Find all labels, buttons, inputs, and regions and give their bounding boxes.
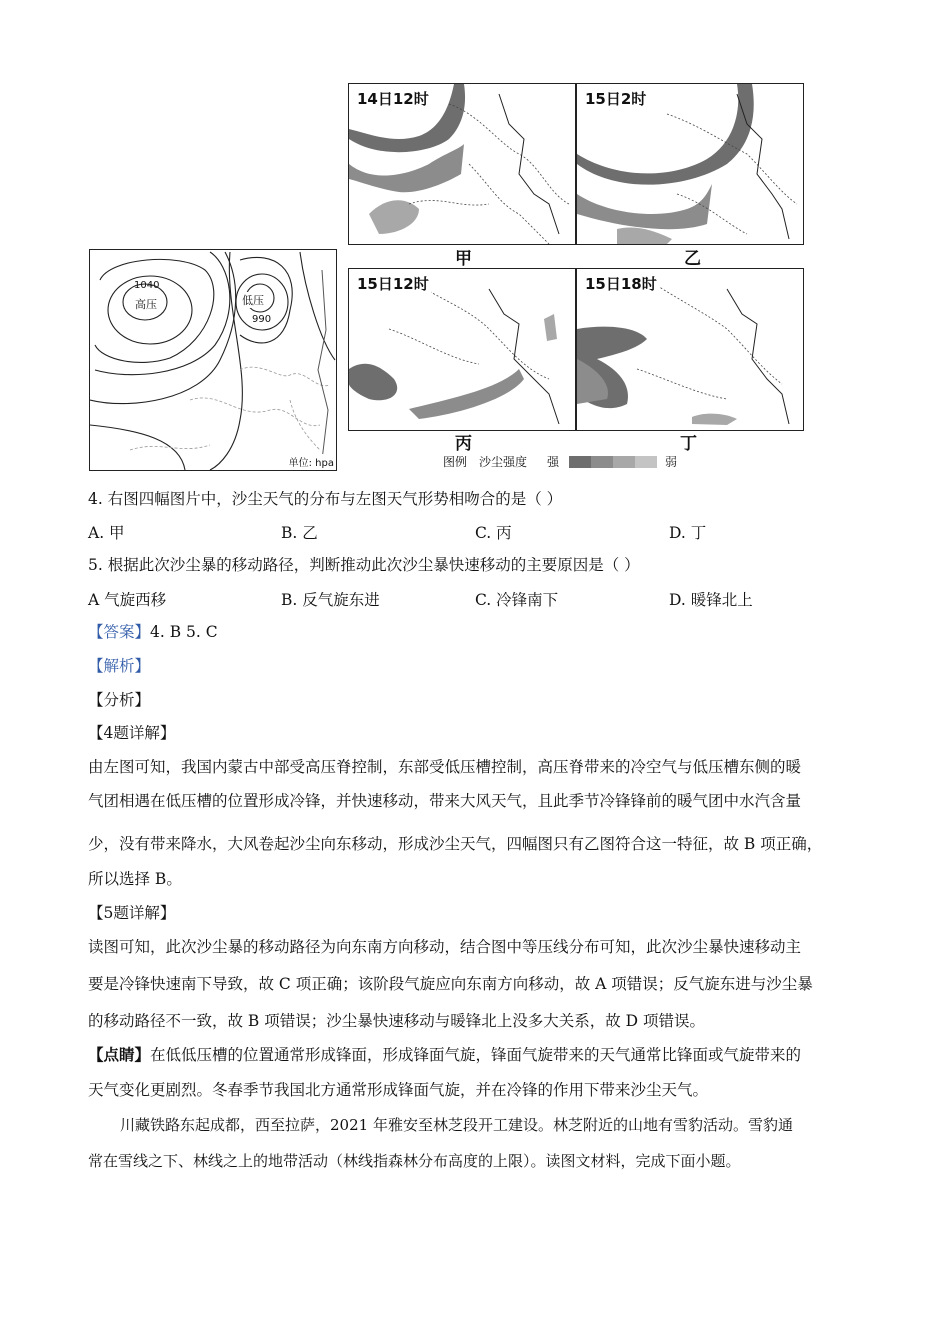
q4-option-c: C. 丙: [475, 524, 512, 542]
isobar-chart: [90, 250, 336, 470]
isobar-1040-label: 1040: [134, 280, 160, 291]
weather-map: [89, 249, 337, 471]
detail5-tag: 【5题详解】: [88, 904, 176, 922]
detail4-line-4: 所以选择 B。: [88, 870, 182, 888]
panel-time-bing: 15日12时: [357, 275, 429, 293]
tip-tag: 【点睛】: [88, 1045, 151, 1064]
answer-line: [88, 621, 218, 643]
legend-swatch-3: [613, 456, 635, 468]
detail5-line-1: 读图可知，此次沙尘暴的移动路径为向东南方向移动，结合图中等压线分布可知，此次沙尘暴快速移动主: [88, 938, 802, 956]
q5-option-b: B. 反气旋东进: [281, 591, 380, 609]
analysis-sub-tag: 【分析】: [88, 691, 151, 709]
dust-panel-jia: [348, 83, 576, 245]
detail4-line-2: 气团相遇在低压槽的位置形成冷锋，并快速移动，带来大风天气，且此季节冷锋锋前的暖气团中水汽含量: [88, 792, 802, 810]
legend-swatch-4: [635, 456, 657, 468]
legend-strong: 强: [547, 455, 560, 469]
detail5-line-3: 的移动路径不一致，故 B 项错误；沙尘暴快速移动与暖锋北上没多大关系，故 D 项错误。: [88, 1012, 706, 1030]
isobar-990-label: 990: [252, 314, 272, 325]
tip-text-1: 在低低压槽的位置通常形成锋面，形成锋面气旋，锋面气旋带来的天气通常比锋面或气旋带来的: [150, 1046, 802, 1064]
panel-time-yi: 15日2时: [585, 90, 647, 108]
caption-jia: 甲: [455, 249, 472, 269]
question-5: 5. 根据此次沙尘暴的移动路径，判断推动此次沙尘暴快速移动的主要原因是（ ）: [88, 556, 640, 574]
q4-option-d: D. 丁: [669, 524, 707, 542]
q5-option-a: A 气旋西移: [88, 591, 167, 609]
dust-panel-yi: [576, 83, 804, 245]
detail4-line-1: 由左图可知，我国内蒙古中部受高压脊控制，东部受低压槽控制，高压脊带来的冷空气与低压槽东侧的暖: [88, 758, 802, 776]
tip-line-2: 天气变化更剧烈。冬春季节我国北方通常形成锋面气旋，并在冷锋的作用下带来沙尘天气。: [88, 1081, 709, 1099]
legend: [443, 453, 713, 471]
legend-swatch-2: [591, 456, 613, 468]
legend-weak: 弱: [665, 455, 678, 469]
answer-tag: 【答案】: [88, 623, 151, 641]
q4-option-a: A. 甲: [88, 524, 125, 542]
caption-ding: 丁: [680, 434, 697, 454]
legend-label: 沙尘强度: [479, 455, 528, 469]
q5-option-d: D. 暖锋北上: [669, 591, 753, 609]
tip-line-1: [88, 1044, 801, 1066]
low-pressure-label: 低压: [242, 294, 264, 307]
legend-swatch-1: [569, 456, 591, 468]
q5-option-c: C. 冷锋南下: [475, 591, 559, 609]
legend-title: 图例: [443, 455, 468, 469]
next-intro-line-2: 常在雪线之下、林线之上的地带活动（林线指森林分布高度的上限）。读图文材料，完成下面小题。: [88, 1152, 741, 1170]
analysis-tag: 【解析】: [88, 657, 151, 675]
dust-panel-bing: [348, 268, 576, 431]
dust-panel-ding: [576, 268, 804, 431]
answer-text: 4. B 5. C: [150, 623, 218, 641]
next-intro-line-1: 川藏铁路东起成都，西至拉萨，2021 年雅安至林芝段开工建设。林芝附近的山地有雪豹活动。雪豹通: [120, 1116, 793, 1134]
panel-time-ding: 15日18时: [585, 275, 657, 293]
caption-bing: 丙: [455, 434, 472, 454]
detail4-line-3: 少，没有带来降水，大风卷起沙尘向东移动，形成沙尘天气，四幅图只有乙图符合这一特征，故 B 项正确，: [88, 835, 823, 853]
detail4-tag: 【4题详解】: [88, 724, 176, 742]
q4-option-b: B. 乙: [281, 524, 318, 542]
unit-label: 单位: hpa: [289, 454, 334, 469]
caption-yi: 乙: [684, 249, 701, 269]
high-pressure-label: 高压: [135, 298, 157, 311]
detail5-line-2: 要是冷锋快速南下导致，故 C 项正确；该阶段气旋应向东南方向移动，故 A 项错误；反气旋东进与沙尘暴: [88, 975, 813, 993]
panel-time-jia: 14日12时: [357, 90, 429, 108]
question-4: 4. 右图四幅图片中，沙尘天气的分布与左图天气形势相吻合的是（ ）: [88, 490, 563, 508]
